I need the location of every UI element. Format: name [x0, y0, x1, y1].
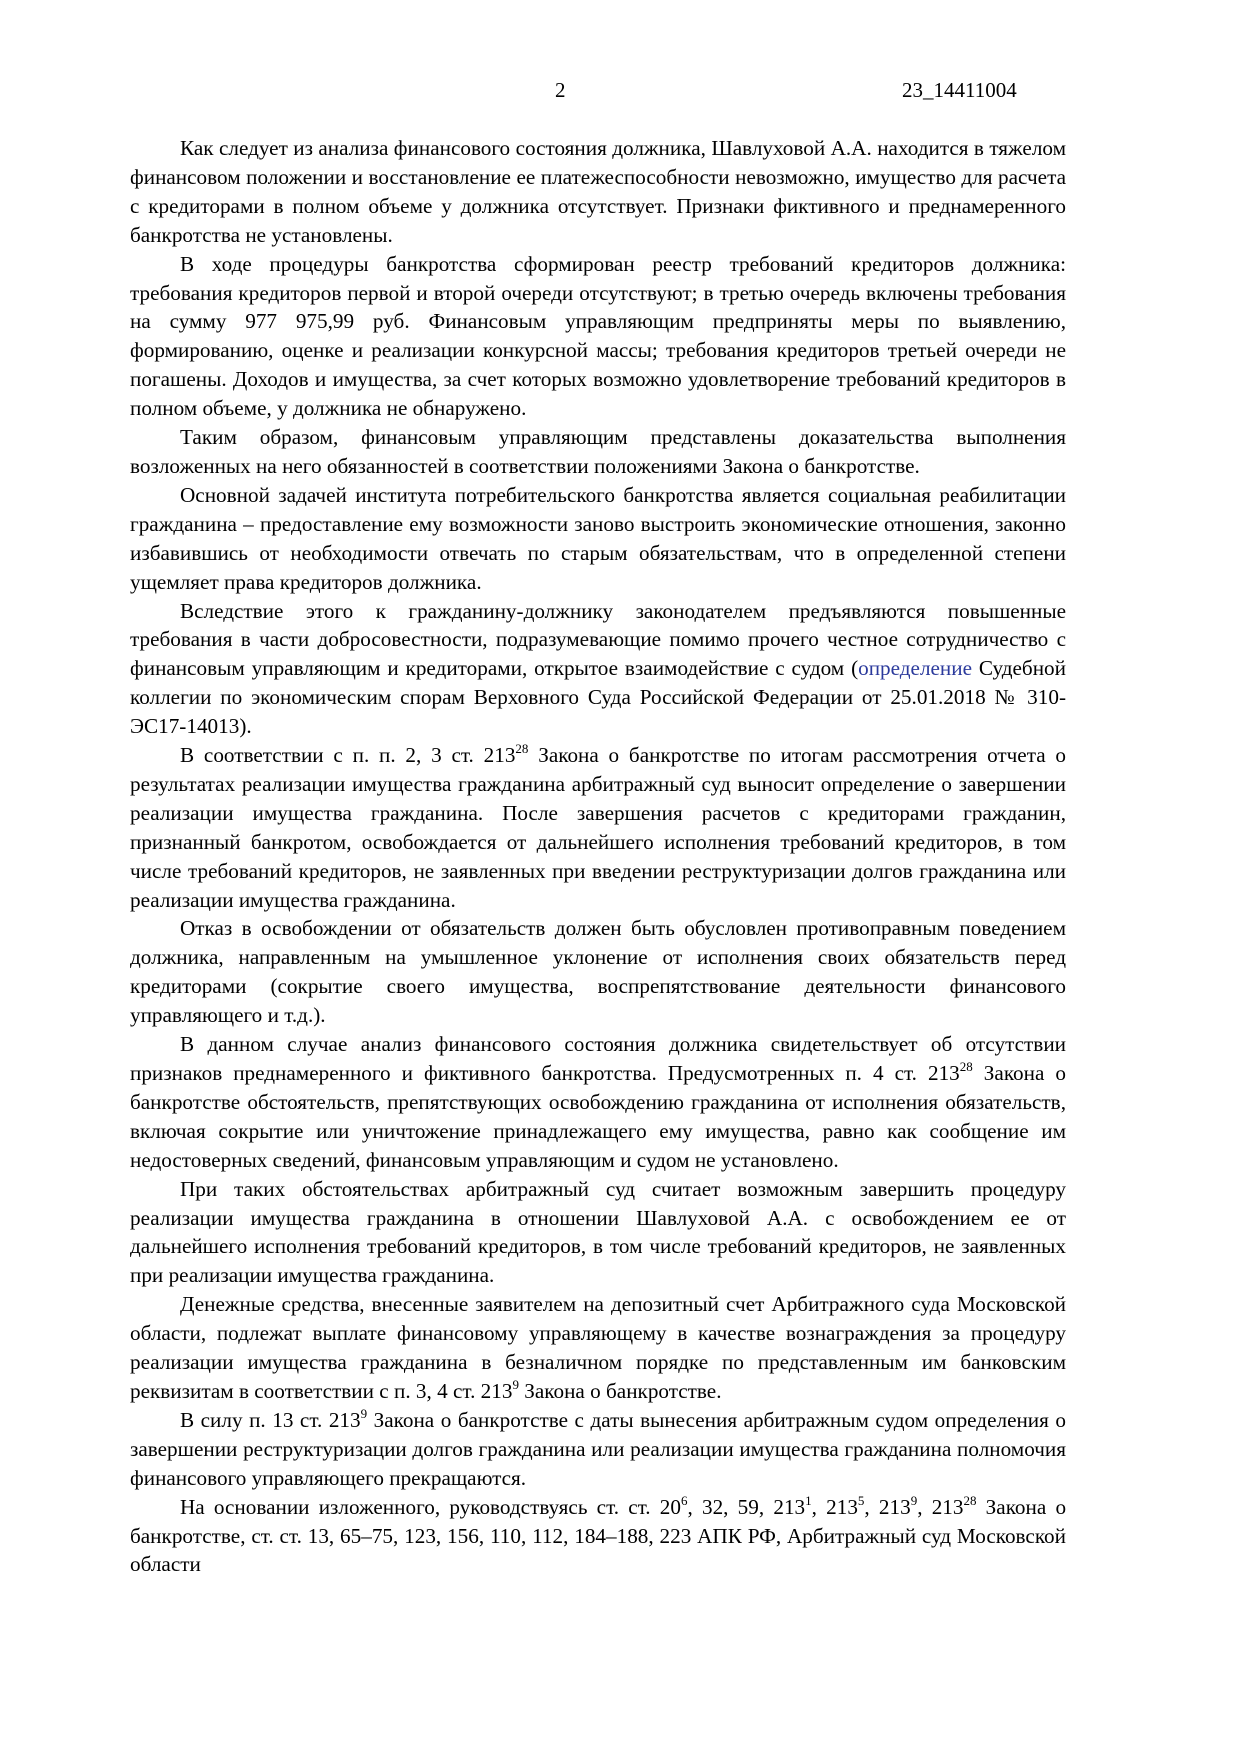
paragraph-release-from-obligations: [130, 741, 1066, 914]
paragraph-text: Закона о банкротстве по итогам рассмотрения отчета о результатах реализации имущества гражданина арбитражный суд выносит определение о завершении реализации имущества гражданина. После завершения расчетов с кредиторами гражданин, признанный банкротом, освобождается от дальнейшего исполнения требований кредиторов, в том числе требований кредиторов, не заявленных при введении реструктуризации долгов гражданина или реализации имущества гражданина.: [130, 743, 1066, 912]
paragraph-deposit-payout: [130, 1290, 1066, 1406]
paragraph-text: На основании изложенного, руководствуясь ст. ст. 20: [180, 1494, 681, 1519]
page-header: [0, 72, 1241, 108]
paragraph-text: , 213: [864, 1494, 911, 1519]
paragraph-creditor-register: В ходе процедуры банкротства сформирован реестр требований кредиторов должника: требования кредиторов первой и второй очереди отсутствуют; в третью очередь включены требования на сумму 977 975,99 руб. Финансовым управляющим предприняты меры по выявлению, формированию, оценке и реализации конкурсной массы; требования кредиторов третьей очереди не погашены. Доходов и имущества, за счет которых возможно удовлетворение требований кредиторов в полном объеме, у должника не обнаружено.: [130, 251, 1066, 421]
paragraph-duties-fulfilled: Таким образом, финансовым управляющим представлены доказательства выполнения возложенных на него обязанностей в соответствии положениями Закона о банкротстве.: [130, 425, 1066, 478]
superscript: 9: [512, 1376, 519, 1392]
paragraph-text: Закона о банкротстве, ст. ст. 13, 65–75, 123, 156, 110, 112, 184–188, 223 АПК РФ, Арбитражный суд Московской области: [130, 1494, 1067, 1577]
document-body: [130, 134, 1066, 1579]
paragraph-good-faith-requirements: [130, 597, 1066, 742]
paragraph-text: В силу п. 13 ст. 213: [180, 1407, 361, 1432]
superscript: 28: [959, 1058, 973, 1074]
paragraph-text: В данном случае анализ финансового состояния должника свидетельствует об отсутствии признаков преднамеренного и фиктивного банкротства. Предусмотренных п. 4 ст. 213: [130, 1032, 1066, 1085]
paragraph-text: Закона о банкротстве обстоятельств, препятствующих освобождению гражданина от исполнения обязательств, включая сокрытие или уничтожение принадлежащего ему имущества, равно как сообщение им недостоверных сведений, финансовым управляющим и судом не установлено.: [130, 1061, 1066, 1172]
paragraph-court-conclusion: При таких обстоятельствах арбитражный суд считает возможным завершить процедуру реализации имущества гражданина в отношении Шавлуховой А.А. с освобождением ее от дальнейшего исполнения требований кредиторов, в том числе требований кредиторов, не заявленных при реализации имущества гражданина.: [130, 1176, 1066, 1288]
superscript: 9: [910, 1492, 918, 1508]
paragraph-text: , 213: [917, 1494, 964, 1519]
paragraph-text: Закона о банкротстве.: [518, 1378, 722, 1403]
superscript: 28: [515, 740, 529, 756]
paragraph-legal-basis: [130, 1493, 1066, 1580]
case-number: 23_14411004: [902, 78, 1017, 102]
superscript: 28: [963, 1492, 977, 1508]
paragraph-text: , 32, 59, 213: [687, 1494, 806, 1519]
paragraph-text: , 213: [811, 1494, 858, 1519]
superscript: 9: [360, 1405, 368, 1421]
superscript: 5: [857, 1492, 865, 1508]
paragraph-text: Денежные средства, внесенные заявителем на депозитный счет Арбитражного суда Московской области, подлежат выплате финансовому управляющему в качестве вознаграждения за процедуру реализации имущества гражданина в безналичном порядке по представленным им банковским реквизитам в соответствии с п. 3, 4 ст. 213: [130, 1292, 1066, 1403]
page-number: 2: [555, 78, 566, 102]
paragraph-financial-analysis: Как следует из анализа финансового состояния должника, Шавлуховой А.А. находится в тяжелом финансовом положении и восстановление ее платежеспособности невозможно, имущество для расчета с кредиторами в полном объеме у должника отсутствует. Признаки фиктивного и преднамеренного банкротства не установлены.: [130, 136, 1066, 247]
paragraph-text: Судебной коллегии по экономическим спорам Верховного Суда Российской Федерации от 25.01.2018 № 310-ЭС17-14013).: [130, 656, 1066, 739]
paragraph-powers-terminated: [130, 1406, 1066, 1493]
paragraph-text: Вследствие этого к гражданину-должнику законодателем предъявляются повышенные требования в части добросовестности, подразумевающие помимо прочего честное сотрудничество с финансовым управляющим и кредиторами, открытое взаимодействие с судом (: [130, 598, 1066, 681]
superscript: 1: [805, 1492, 812, 1508]
paragraph-no-signs-of-fraud: [130, 1030, 1066, 1175]
paragraph-text: Закона о банкротстве с даты вынесения арбитражным судом определения о завершении реструктуризации долгов гражданина или реализации имущества гражданина полномочия финансового управляющего прекращаются.: [130, 1407, 1067, 1490]
determination-link[interactable]: определение: [858, 656, 973, 681]
paragraph-text: В соответствии с п. п. 2, 3 ст. 213: [180, 743, 516, 768]
paragraph-refusal-of-release: Отказ в освобождении от обязательств должен быть обусловлен противоправным поведением должника, направленным на умышленное уклонение от исполнения своих обязательств перед кредиторами (сокрытие своего имущества, воспрепятствование деятельности финансового управляющего и т.д.).: [130, 916, 1066, 1028]
paragraph-consumer-bankruptcy-goal: Основной задачей института потребительского банкротства является социальная реабилитации гражданина – предоставление ему возможности заново выстроить экономические отношения, законно избавившись от необходимости отвечать по старым обязательствам, что в определенной степени ущемляет права кредиторов должника.: [130, 482, 1066, 594]
superscript: 6: [681, 1492, 688, 1508]
